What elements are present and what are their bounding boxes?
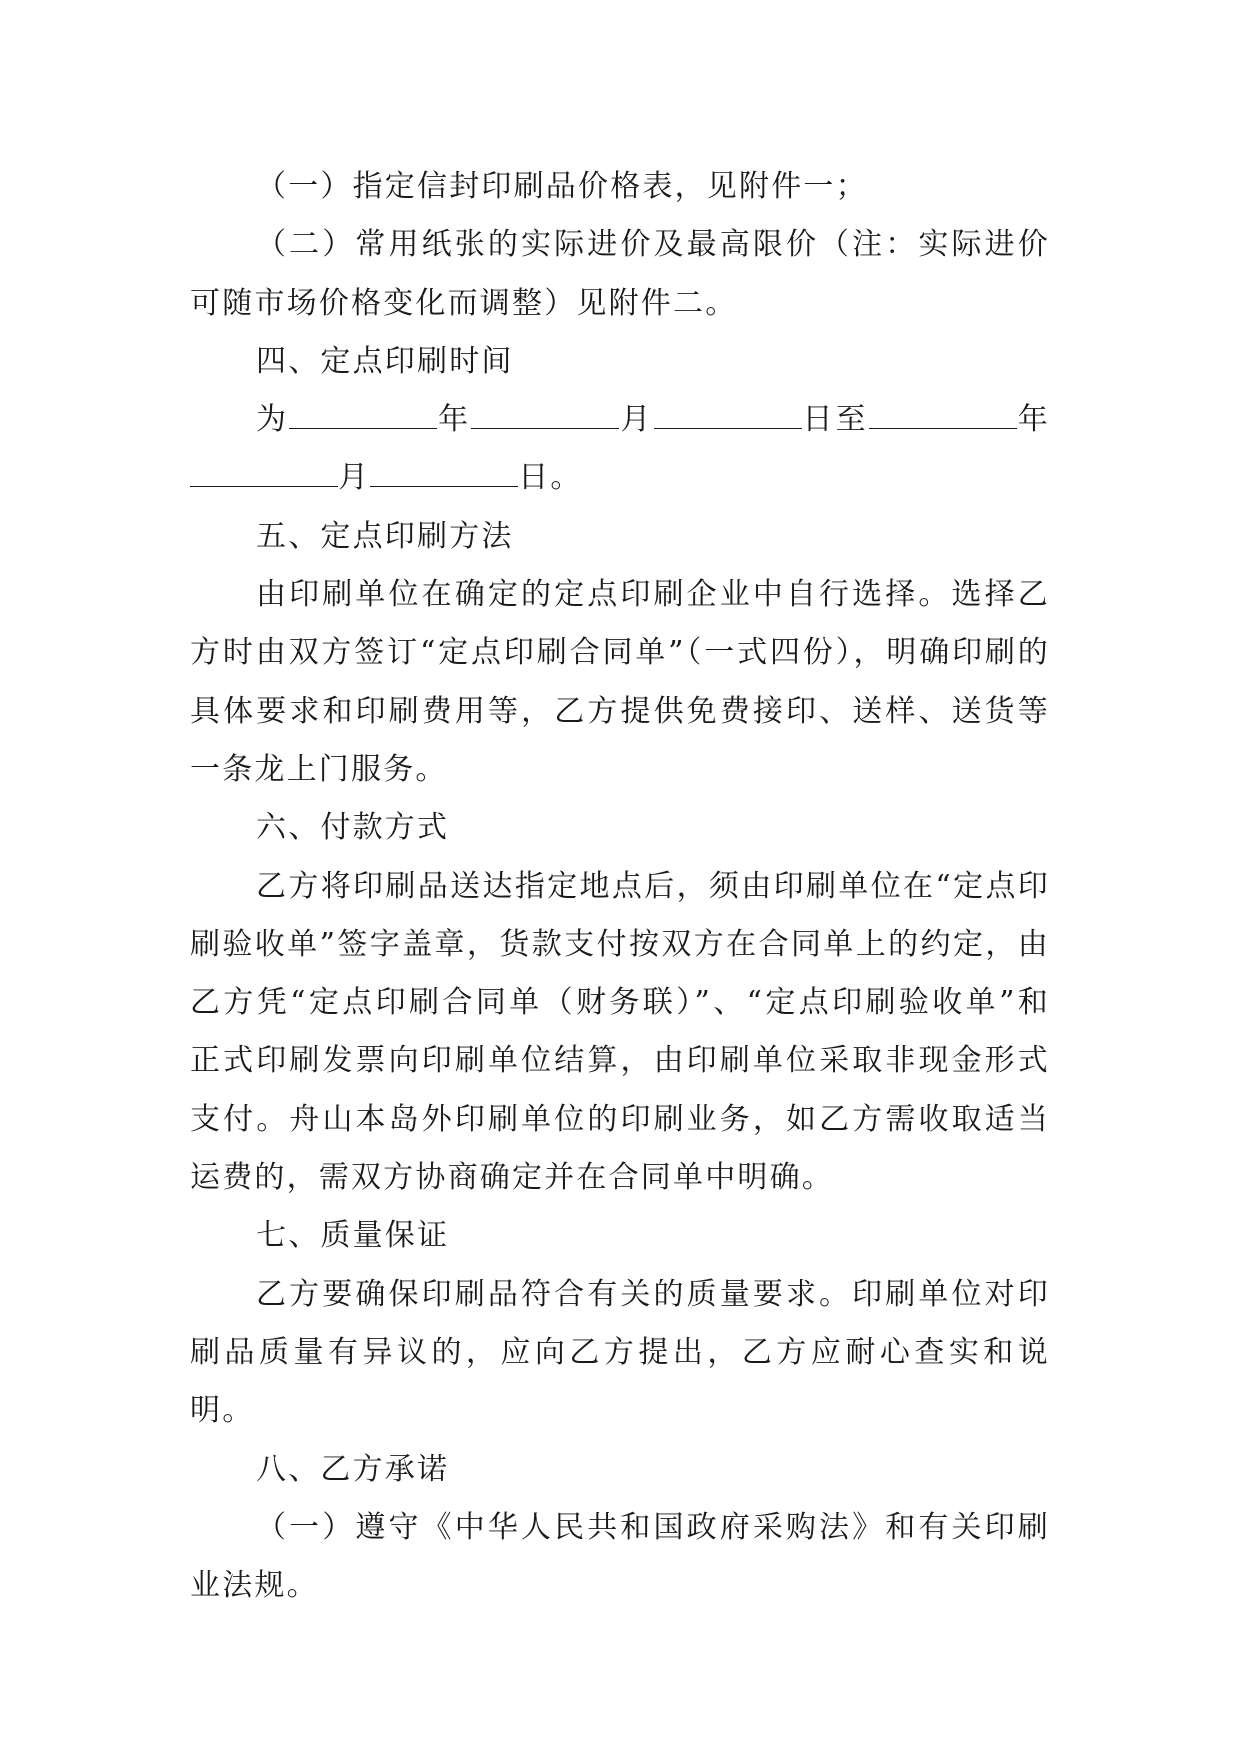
heading-quality-assurance: 七、质量保证: [256, 1218, 450, 1254]
paragraph-printing-method: 由印刷单位在确定的定点印刷企业中自行选择。选择乙方时由双方签订“定点印刷合同单”（一式四份），明确印刷的具体要求和印刷费用等，乙方提供免费接印、送样、送货等一条龙上门服务。: [190, 577, 1050, 787]
printing-time-line: [190, 391, 1050, 508]
blank-day-start: [654, 396, 802, 429]
paragraph-attachment-2: （二）常用纸张的实际进价及最高限价（注：实际进价可随市场价格变化而调整）见附件二。: [190, 227, 1050, 321]
paragraph-commitment-1: （一）遵守《中华人民共和国政府采购法》和有关印刷业法规。: [190, 1509, 1050, 1604]
paragraph-quality-assurance: 乙方要确保印刷品符合有关的质量要求。印刷单位对印刷品质量有异议的，应向乙方提出，乙方应耐心查实和说明。: [190, 1276, 1050, 1429]
time-month-label: 月: [619, 402, 654, 438]
paragraph-attachment-1: （一）指定信封印刷品价格表，见附件一；: [256, 169, 868, 204]
time-year-label: 年: [437, 402, 472, 438]
blank-year-start: [289, 396, 437, 429]
time-year-end-label: 年: [1016, 402, 1051, 438]
document-body: [190, 158, 1050, 1615]
paragraph-payment-method: 乙方将印刷品送达指定地点后，须由印刷单位在“定点印刷验收单”签字盖章，货款支付按双方在合同单上的约定，由乙方凭“定点印刷合同单（财务联）”、“定点印刷验收单”和正式印刷发票向印刷单位结算，由印刷单位采取非现金形式支付。舟山本岛外印刷单位的印刷业务，如乙方需收取适当运费的，需双方协商确定并在合同单中明确。: [190, 868, 1050, 1196]
time-prefix: 为: [256, 402, 290, 438]
heading-payment-method: 六、付款方式: [256, 810, 450, 846]
heading-printing-method: 五、定点印刷方法: [256, 518, 514, 554]
time-day-end-label: 日。: [518, 460, 583, 496]
blank-month-start: [471, 396, 619, 429]
time-day-to-label: 日至: [801, 402, 869, 438]
heading-party-b-commitment: 八、乙方承诺: [256, 1451, 450, 1487]
time-month-end-label: 月: [338, 460, 371, 496]
heading-printing-time: 四、定点印刷时间: [256, 343, 514, 379]
blank-year-end: [869, 396, 1017, 429]
blank-day-end: [370, 454, 518, 487]
blank-month-end: [190, 454, 338, 487]
